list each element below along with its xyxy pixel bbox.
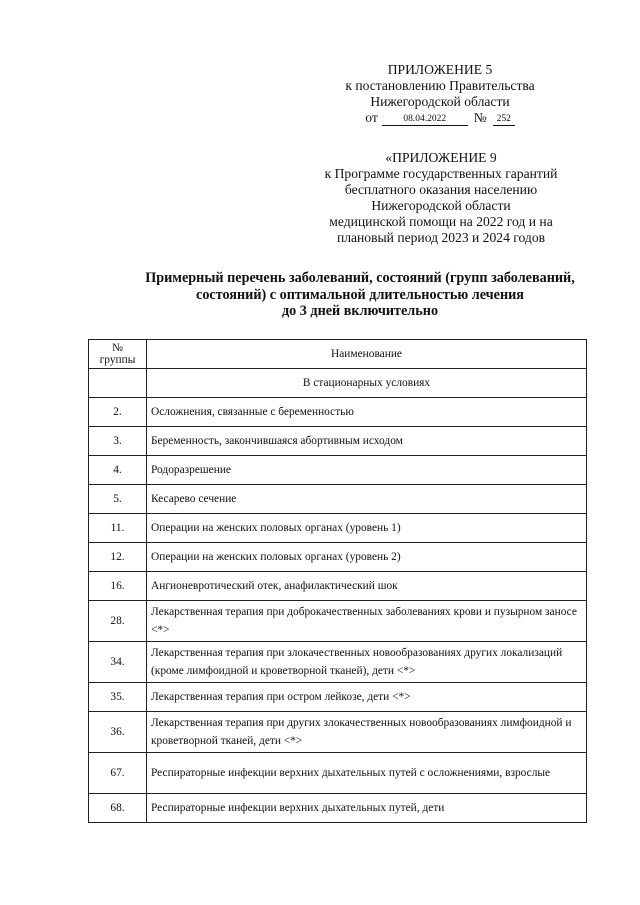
table-row [89,543,587,572]
appendix-9-line-2: бесплатного оказания населению [344,182,538,197]
table-header-row [89,340,587,369]
group-number: 11. [89,514,147,543]
appendix-5-title: ПРИЛОЖЕНИЕ 5 [387,62,493,77]
from-label: от [365,110,378,125]
table-row [89,485,587,514]
appendix-5-line-1: к постановлению Правительства [345,78,535,93]
group-number: 34. [89,642,147,683]
document-title-line-2: состояний) с оптимальной длительностью лечения [196,286,524,303]
group-name: Родоразрешение [147,456,587,485]
group-name: Лекарственная терапия при злокачественных новообразованиях других локализаций (кроме лимфоидной и кроветворной тканей), дети <*> [147,642,587,683]
document-title [120,270,600,320]
appendix-9-line-1: к Программе государственных гарантий [324,166,558,181]
table-row [89,683,587,712]
group-name: Лекарственная терапия при других злокачественных новообразованиях лимфоидной и кроветворной тканей, дети <*> [147,712,587,753]
group-number: 2. [89,398,147,427]
group-name: Респираторные инфекции верхних дыхательных путей, дети [147,794,587,823]
appendix-9-line-4: медицинской помощи на 2022 год и на [329,214,553,229]
group-number: 67. [89,753,147,794]
group-number: 5. [89,485,147,514]
table-row [89,753,587,794]
group-name: Лекарственная терапия при доброкачественных заболеваниях крови и пузырном заносе <*> [147,601,587,642]
table-row [89,572,587,601]
document-date: 08.04.2022 [382,113,468,126]
group-name: Ангионевротический отек, анафилактический шок [147,572,587,601]
group-number: 3. [89,427,147,456]
group-number: 35. [89,683,147,712]
diseases-table [88,339,587,823]
group-name: Осложнения, связанные с беременностью [147,398,587,427]
number-label: № [473,110,487,125]
group-number: 28. [89,601,147,642]
document-title-line-3: до 3 дней включительно [281,303,439,319]
section-empty-cell [89,369,147,398]
group-name: Кесарево сечение [147,485,587,514]
table-row [89,514,587,543]
table-section-row [89,369,587,398]
table-row [89,398,587,427]
group-number: 12. [89,543,147,572]
appendix-5-block [300,62,580,126]
table-row [89,427,587,456]
table-row [89,456,587,485]
document-title-line-1: Примерный перечень заболеваний, состояний (групп заболеваний, [145,270,575,286]
group-name: Операции на женских половых органах (уровень 2) [147,543,587,572]
table-row [89,712,587,753]
group-name: Респираторные инфекции верхних дыхательных путей с осложнениями, взрослые [147,753,587,794]
group-number: 16. [89,572,147,601]
table-row [89,794,587,823]
header-name: Наименование [147,340,587,369]
group-number: 68. [89,794,147,823]
header-group-number: № группы [89,340,147,369]
table-row [89,642,587,683]
group-name: Операции на женских половых органах (уровень 1) [147,514,587,543]
group-name: Беременность, закончившаяся абортивным исходом [147,427,587,456]
appendix-5-date-line [300,110,580,126]
group-number: 4. [89,456,147,485]
table-row [89,601,587,642]
appendix-9-line-3: Нижегородской области [371,198,511,213]
appendix-9-block [306,150,576,246]
appendix-9-line-5: плановый период 2023 и 2024 годов [336,230,546,245]
appendix-5-line-2: Нижегородской области [370,94,510,109]
group-name: Лекарственная терапия при остром лейкозе, дети <*> [147,683,587,712]
appendix-9-title: «ПРИЛОЖЕНИЕ 9 [385,150,497,165]
group-number: 36. [89,712,147,753]
document-number: 252 [493,113,515,126]
section-title: В стационарных условиях [147,369,587,398]
